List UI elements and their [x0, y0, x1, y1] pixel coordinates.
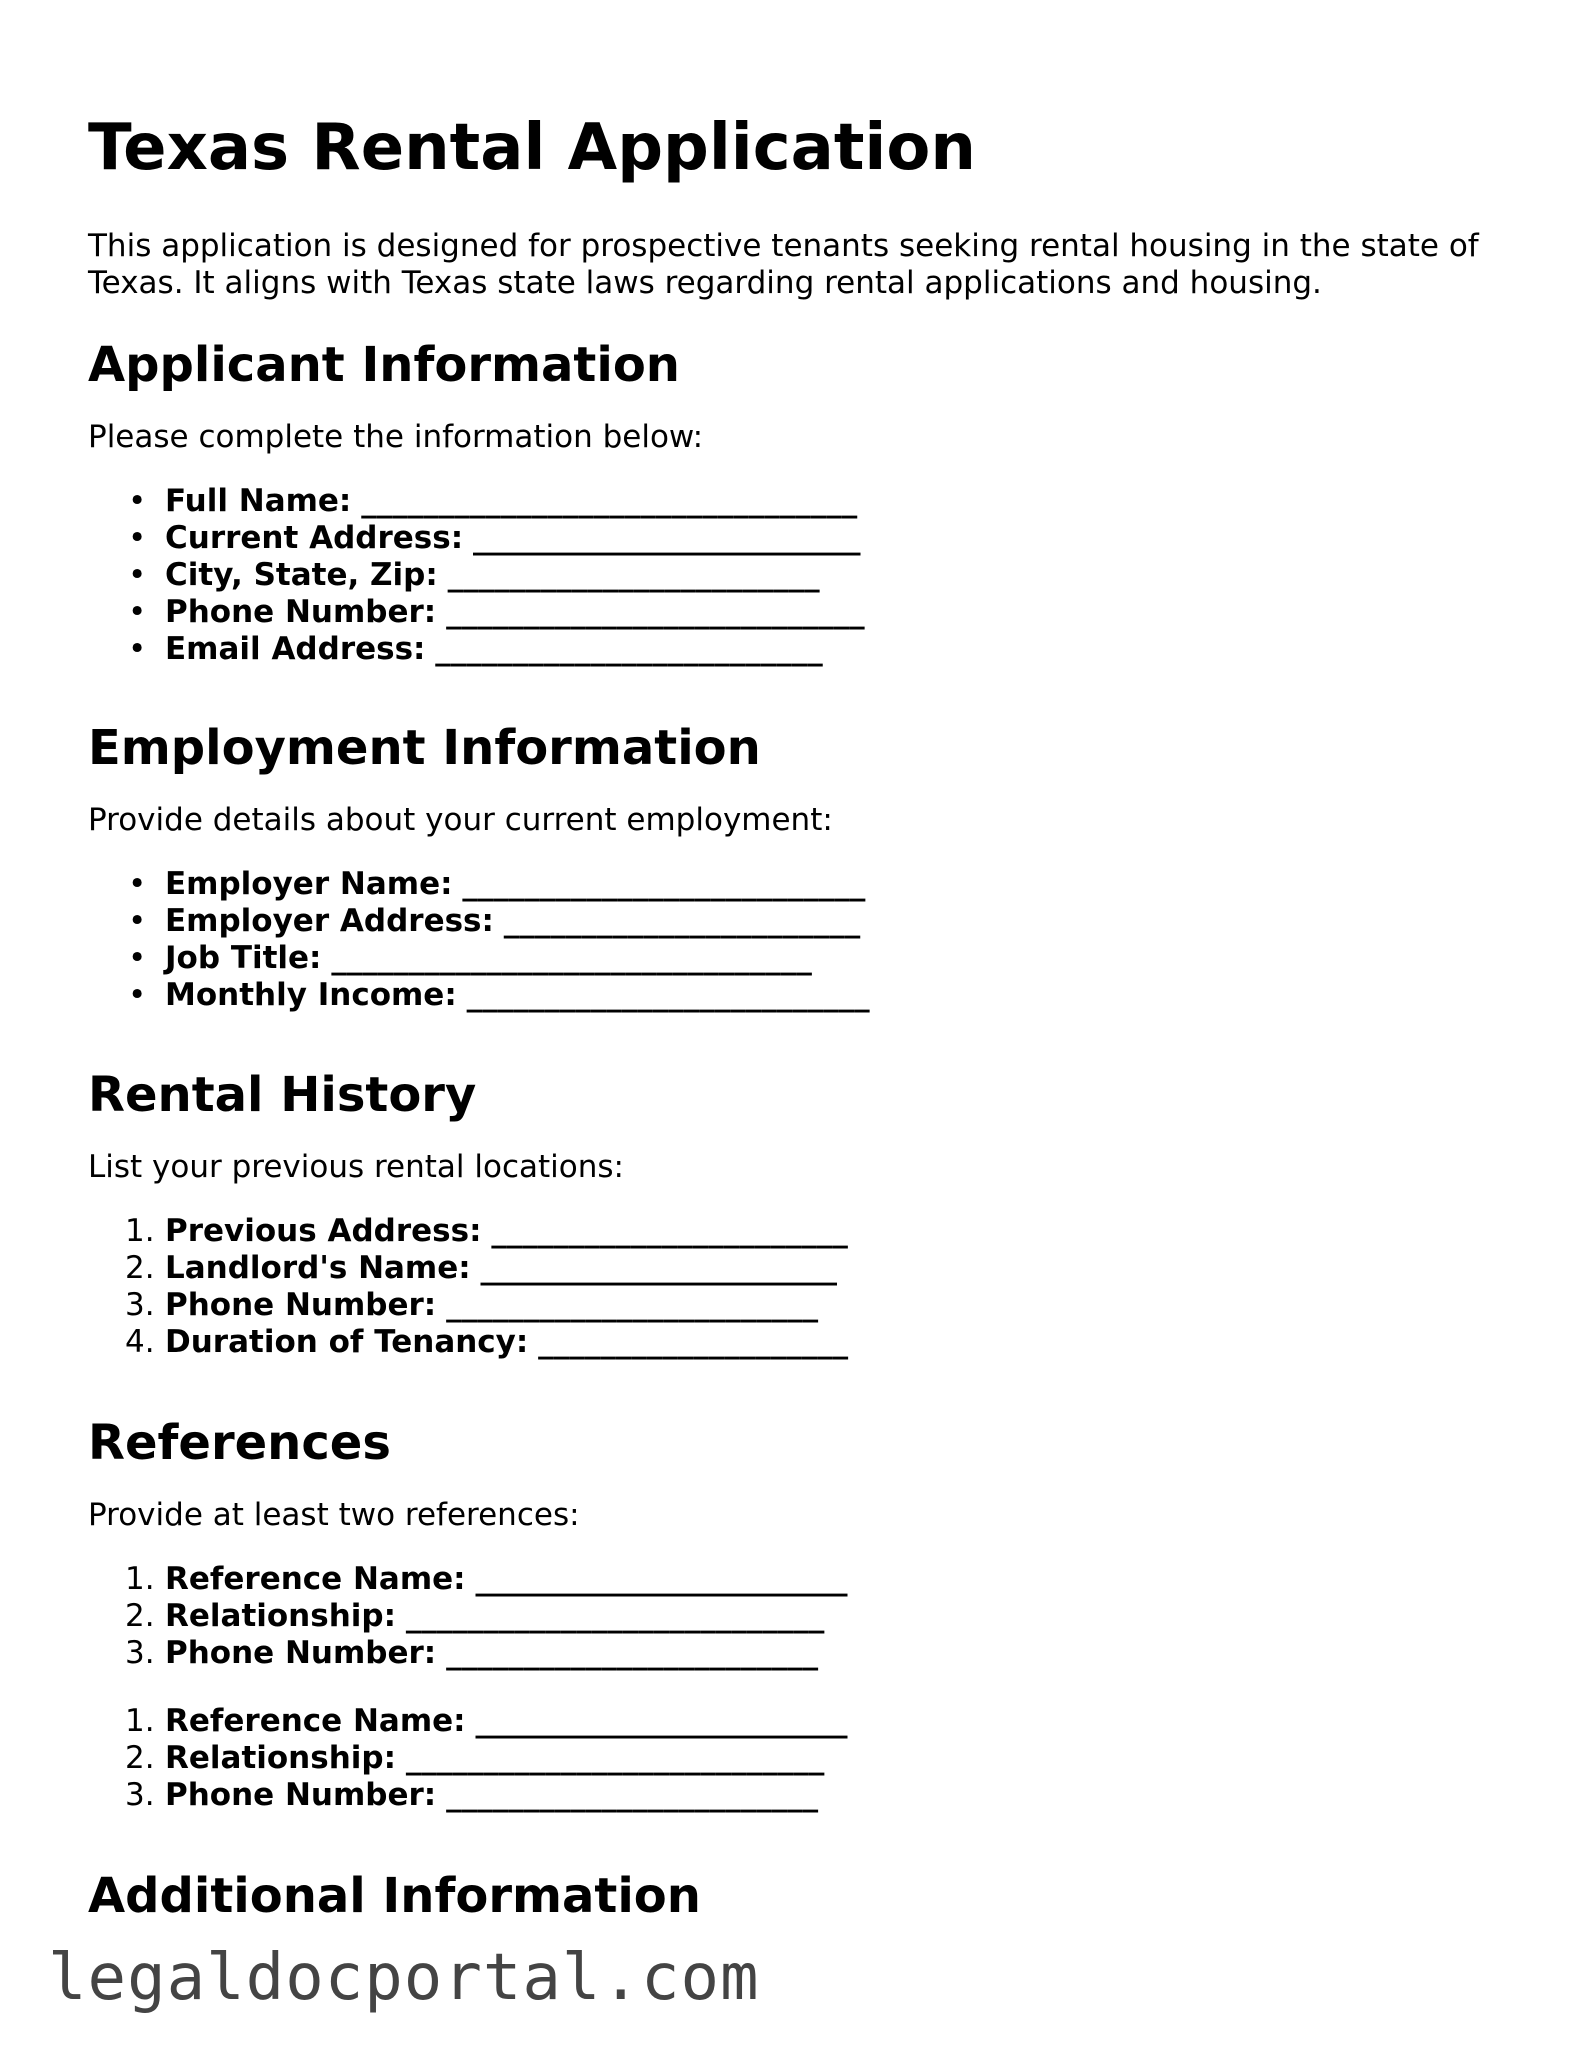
- blank-line[interactable]: ________________________: [446, 1287, 819, 1323]
- field-employer-name[interactable]: • Employer Name: __________________________: [88, 866, 1528, 903]
- blank-line[interactable]: ________________________: [446, 1635, 819, 1671]
- blank-line[interactable]: ________________________: [475, 1703, 848, 1739]
- section-heading: References: [88, 1415, 391, 1471]
- section-heading: Additional Information: [88, 1868, 701, 1924]
- rental-history-section: [88, 1065, 1528, 1361]
- employment-field-list: [88, 866, 1528, 1014]
- blank-line[interactable]: __________________________: [462, 866, 866, 902]
- section-heading: Employment Information: [88, 720, 761, 776]
- field-reference-relationship[interactable]: Relationship: ___________________________: [165, 1740, 825, 1776]
- blank-line[interactable]: _______________________: [503, 903, 861, 939]
- blank-line[interactable]: _______________________: [491, 1213, 848, 1249]
- section-instruction: List your previous rental locations:: [88, 1149, 624, 1185]
- section-instruction: Provide details about your current employment:: [88, 802, 833, 838]
- blank-line[interactable]: _________________________: [435, 631, 823, 667]
- field-city-state-zip[interactable]: • City, State, Zip: ________________________: [88, 557, 1528, 594]
- field-reference-relationship[interactable]: Relationship: ___________________________: [165, 1598, 825, 1634]
- applicant-section: [88, 335, 1528, 668]
- blank-line[interactable]: ________________________: [475, 1561, 848, 1597]
- field-job-title[interactable]: • Job Title: _______________________________: [88, 940, 1528, 977]
- employment-section: [88, 718, 1528, 1014]
- blank-line[interactable]: _______________________________: [331, 940, 812, 976]
- blank-line[interactable]: ___________________________: [446, 594, 865, 630]
- references-section: [88, 1413, 1528, 1814]
- applicant-field-list: [88, 483, 1528, 668]
- field-reference-phone[interactable]: Phone Number: ________________________: [165, 1777, 819, 1813]
- blank-line[interactable]: ____________________: [538, 1324, 849, 1360]
- field-previous-address[interactable]: Previous Address: _______________________: [165, 1213, 848, 1249]
- field-reference-phone[interactable]: Phone Number: ________________________: [165, 1635, 819, 1671]
- blank-line[interactable]: __________________________: [466, 977, 870, 1013]
- intro-paragraph: This application is designed for prospective tenants seeking rental housing in the state of Texas. It aligns with Texas state laws regarding rental applications and housing.: [88, 228, 1479, 301]
- additional-section: [88, 1866, 1528, 1926]
- field-tenancy-duration[interactable]: Duration of Tenancy: ____________________: [165, 1324, 849, 1360]
- rental-history-field-list: [88, 1213, 1528, 1361]
- blank-line[interactable]: ________________________________: [361, 483, 858, 519]
- watermark: legaldocportal.com: [48, 1941, 760, 2015]
- blank-line[interactable]: ___________________________: [405, 1740, 825, 1776]
- page-title: Texas Rental Application: [88, 111, 976, 185]
- field-full-name[interactable]: • Full Name: ________________________________: [88, 483, 1528, 520]
- field-landlord-phone[interactable]: Phone Number: ________________________: [165, 1287, 819, 1323]
- field-employer-address[interactable]: • Employer Address: _______________________: [88, 903, 1528, 940]
- blank-line[interactable]: _______________________: [480, 1250, 838, 1286]
- field-phone-number[interactable]: • Phone Number: ___________________________: [88, 594, 1528, 631]
- field-reference-name[interactable]: Reference Name: ________________________: [165, 1703, 848, 1739]
- field-current-address[interactable]: • Current Address: _________________________: [88, 520, 1528, 557]
- blank-line[interactable]: ________________________: [446, 1777, 819, 1813]
- blank-line[interactable]: ________________________: [447, 557, 820, 593]
- section-heading: Rental History: [88, 1067, 477, 1123]
- reference-1-field-list: [88, 1561, 1528, 1672]
- field-email-address[interactable]: • Email Address: _________________________: [88, 631, 1528, 668]
- blank-line[interactable]: _________________________: [472, 520, 861, 556]
- blank-line[interactable]: ___________________________: [405, 1598, 825, 1634]
- section-instruction: Please complete the information below:: [88, 419, 704, 455]
- field-reference-name[interactable]: Reference Name: ________________________: [165, 1561, 848, 1597]
- section-heading: Applicant Information: [88, 337, 680, 393]
- field-landlord-name[interactable]: Landlord's Name: _______________________: [165, 1250, 838, 1286]
- section-instruction: Provide at least two references:: [88, 1497, 580, 1533]
- field-monthly-income[interactable]: • Monthly Income: __________________________: [88, 977, 1528, 1014]
- reference-2-field-list: [88, 1703, 1528, 1814]
